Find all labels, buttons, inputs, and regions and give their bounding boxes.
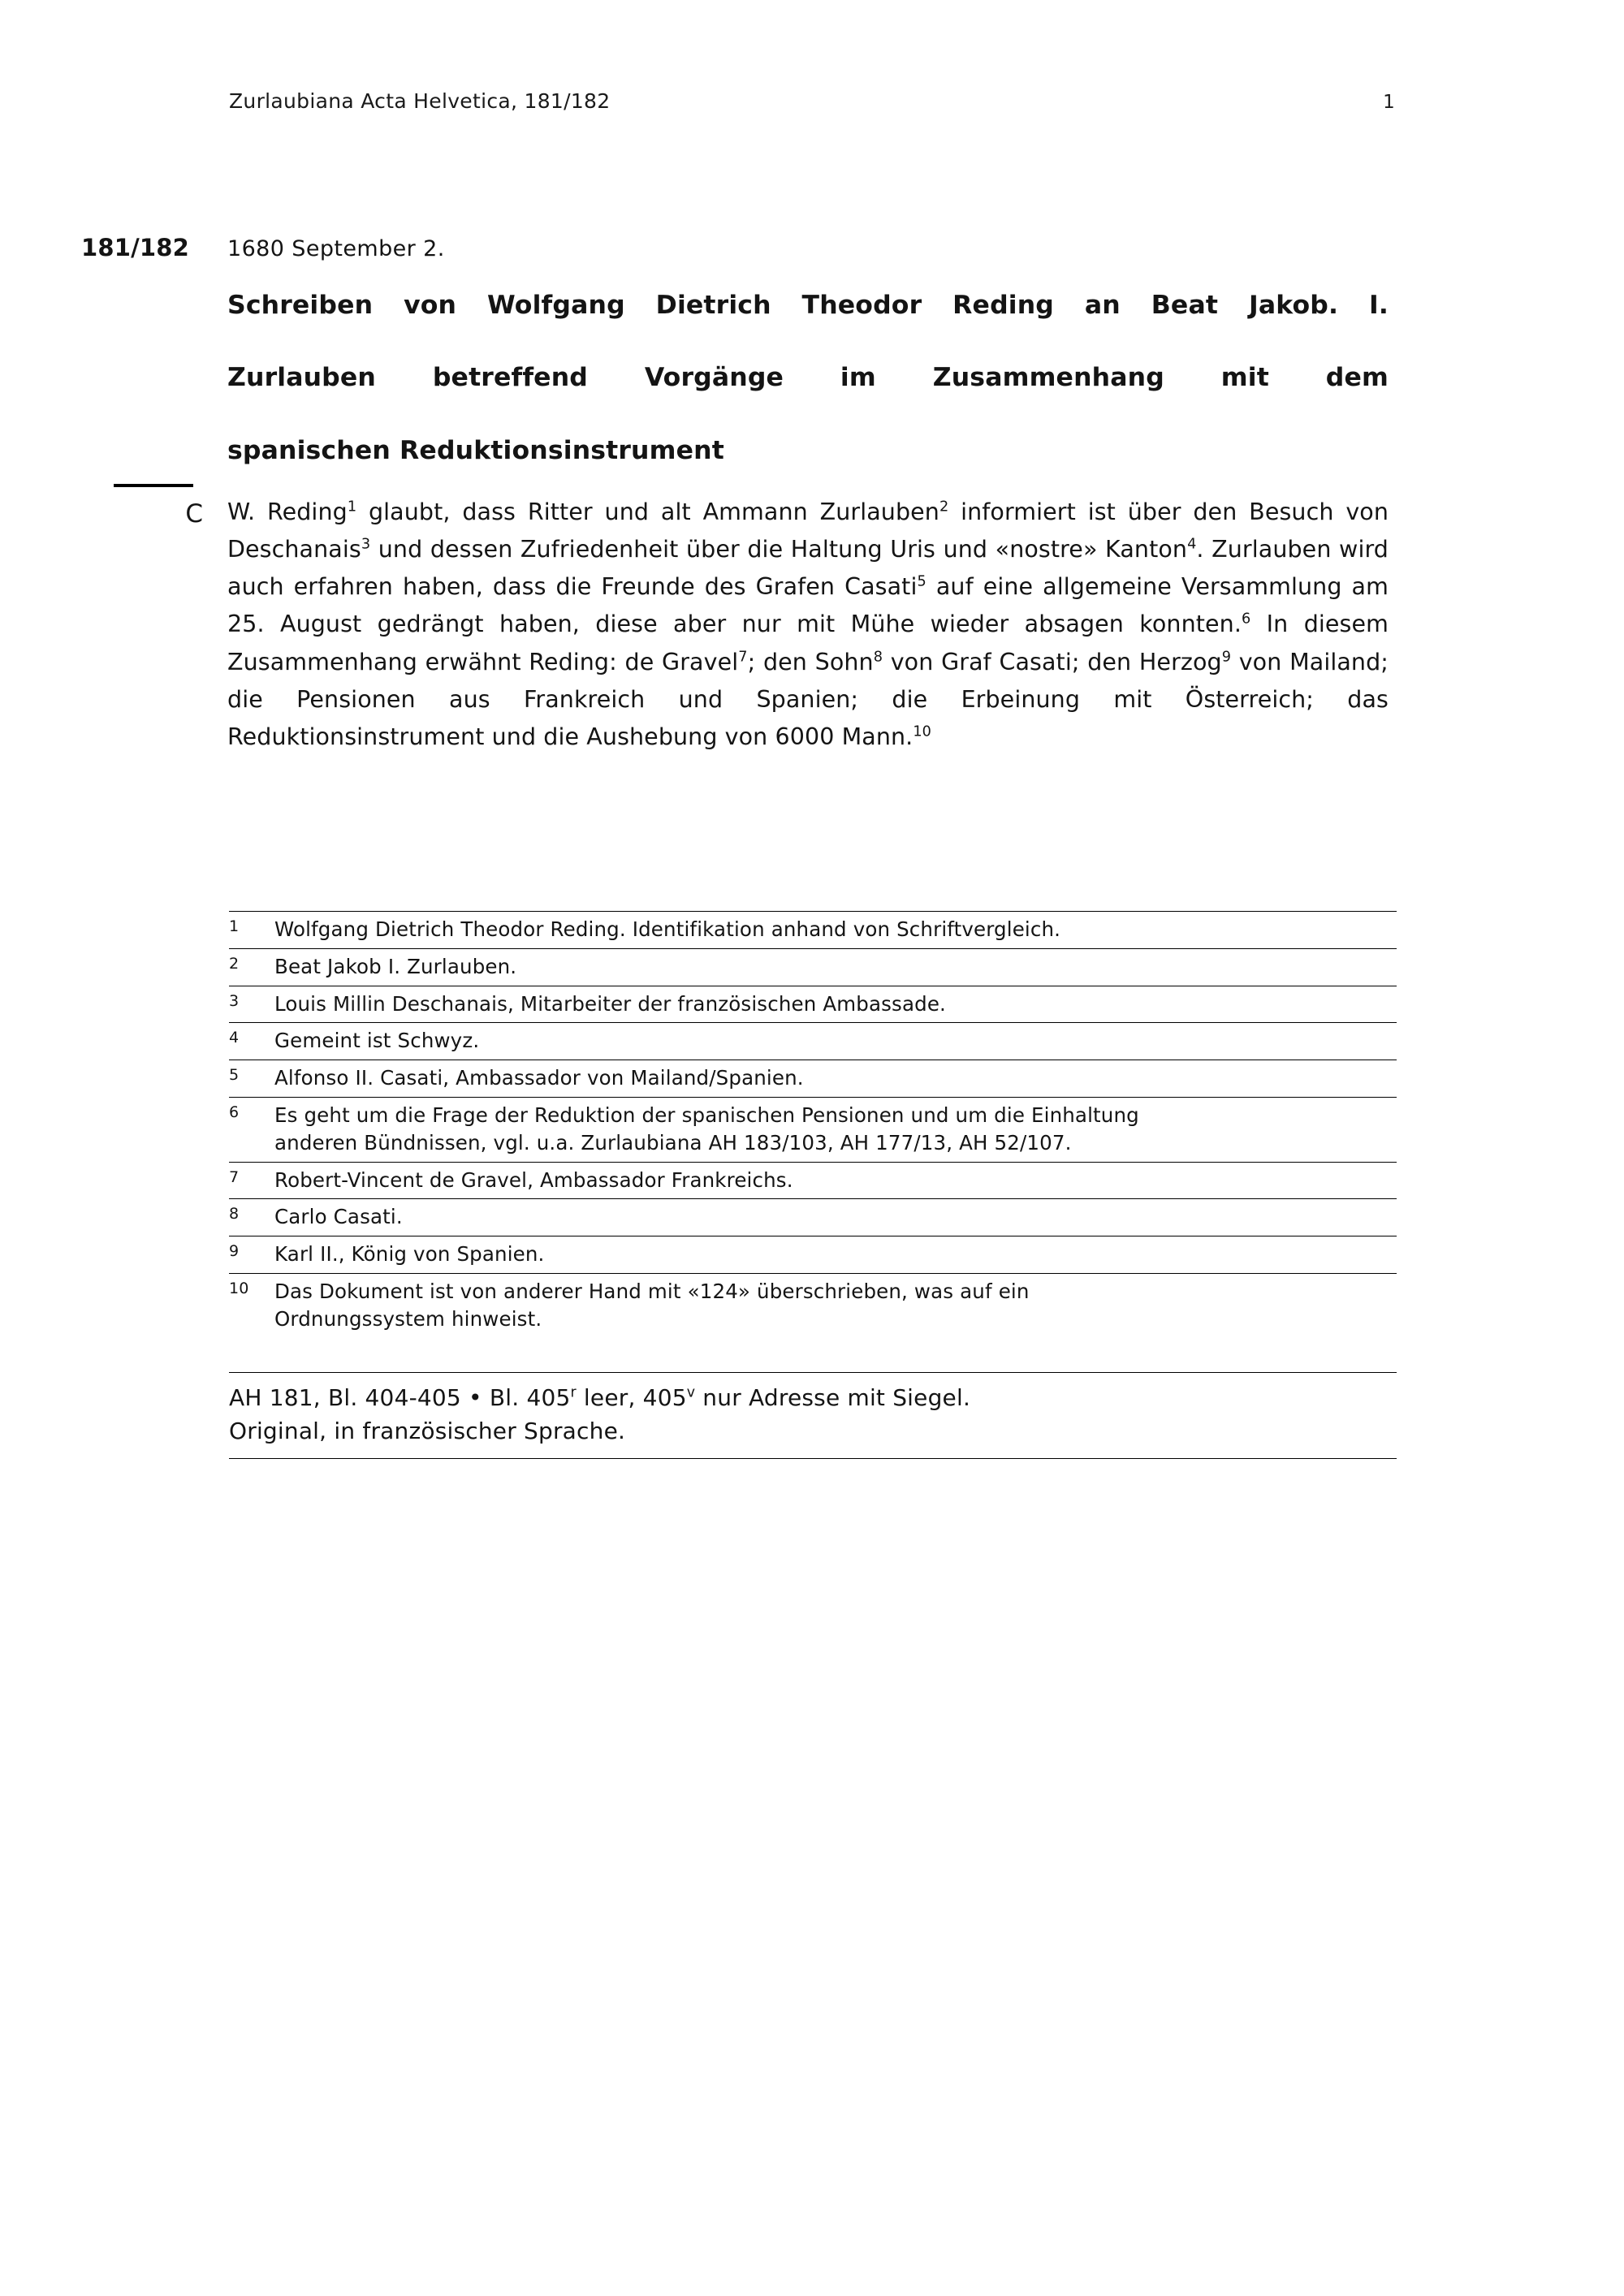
footnote-number: 8 <box>229 1205 240 1224</box>
footnote-item <box>229 1022 1397 1060</box>
document-number-line <box>81 234 1397 261</box>
footnote-item <box>229 911 1397 948</box>
footnote-item <box>229 1273 1397 1338</box>
footnote-list <box>229 911 1397 1338</box>
footnote-item <box>229 1162 1397 1199</box>
footnote-item <box>229 1236 1397 1273</box>
footnote-text <box>274 1203 403 1231</box>
footnote-text-line-1: Louis Millin Deschanais, Mitarbeiter der französischen Ambassade. <box>274 991 946 1016</box>
regest-part-9: von Graf Casati; den Herzog <box>883 648 1222 675</box>
footnote-text <box>274 1167 793 1194</box>
footnote-number: 9 <box>229 1242 240 1261</box>
source-line-1-part-c: nur Adresse mit Siegel. <box>695 1384 971 1411</box>
source-superscript-recto: r <box>570 1384 577 1401</box>
footnote-text <box>274 1278 1030 1333</box>
footnote-number: 3 <box>229 991 240 1010</box>
footnote-ref-1[interactable]: 1 <box>347 498 357 516</box>
regest-part-1: W. Reding <box>227 498 348 525</box>
regest-part-2: glaubt, dass Ritter und alt Ammann Zurlauben <box>356 498 939 525</box>
footnote-text-line-2: anderen Bündnissen, vgl. u.a. Zurlaubiana AH 183/103, AH 177/13, AH 52/107. <box>274 1130 1072 1154</box>
footnote-number: 10 <box>229 1279 249 1297</box>
document-title-line-2: Zurlauben betreffend Vorgänge im Zusammenhang mit dem <box>227 363 1389 393</box>
page-number: 1 <box>1383 92 1395 113</box>
source-superscript-verso: v <box>686 1384 696 1401</box>
regest-divider-rule <box>114 484 193 487</box>
footnote-ref-2[interactable]: 2 <box>939 498 949 516</box>
footnote-ref-6[interactable]: 6 <box>1241 611 1251 628</box>
footnote-item <box>229 1060 1397 1097</box>
source-reference-block <box>229 1372 1397 1459</box>
source-line-1 <box>229 1381 1397 1414</box>
footnote-text-line-1: Beat Jakob I. Zurlauben. <box>274 954 517 978</box>
document-date: 1680 September 2. <box>227 236 445 261</box>
footnote-number: 1 <box>229 917 240 935</box>
source-line-2: Original, in französischer Sprache. <box>229 1418 626 1445</box>
running-header <box>229 89 1395 113</box>
footnote-ref-9[interactable]: 9 <box>1221 649 1232 666</box>
footnote-item <box>229 948 1397 986</box>
footnote-text-line-1: Das Dokument ist von anderer Hand mit «124» überschrieben, was auf ein <box>274 1279 1030 1303</box>
document-title-line-3: spanischen Reduktionsinstrument <box>227 435 724 465</box>
regest-marker: C <box>185 499 203 529</box>
footnote-text-line-1: Alfonso II. Casati, Ambassador von Mailand/Spanien. <box>274 1066 804 1090</box>
footnote-text <box>274 1064 804 1092</box>
footnote-text-line-2: Ordnungssystem hinweist. <box>274 1306 542 1331</box>
footnote-ref-8[interactable]: 8 <box>873 649 883 666</box>
footnote-text-line-1: Karl II., König von Spanien. <box>274 1242 545 1267</box>
regest-part-7: In diesem Zusammenhang erwähnt Reding: de Gravel <box>227 611 1389 675</box>
regest-part-10: von Mailand; die Pensionen aus Frankreich und Spanien; die Erbeinung mit Österreich; das Reduktionsinstrument und die Aushebung von 6000 Mann. <box>227 648 1389 750</box>
footnote-number: 4 <box>229 1029 240 1047</box>
regest-part-5: . Zurlauben wird auch erfahren haben, dass die Freunde des Grafen Casati <box>227 536 1389 601</box>
footnote-number: 2 <box>229 954 240 973</box>
footnote-ref-10[interactable]: 10 <box>913 723 932 740</box>
footnote-text <box>274 916 1060 943</box>
footnote-text-line-1: Carlo Casati. <box>274 1205 403 1229</box>
footnote-ref-3[interactable]: 3 <box>361 536 371 553</box>
footnote-text-line-1: Gemeint ist Schwyz. <box>274 1029 480 1053</box>
regest-block <box>81 494 1397 756</box>
regest-text <box>227 494 1389 756</box>
footnote-ref-5[interactable]: 5 <box>917 573 926 590</box>
footnote-number: 6 <box>229 1103 240 1121</box>
source-line-1-part-b: leer, 405 <box>576 1384 687 1411</box>
document-title-line-1: Schreiben von Wolfgang Dietrich Theodor Reding an Beat Jakob. I. <box>227 291 1389 320</box>
footnote-item <box>229 986 1397 1023</box>
footnote-text <box>274 1027 479 1055</box>
running-title: Zurlaubiana Acta Helvetica, 181/182 <box>229 89 611 113</box>
footnote-item <box>229 1097 1397 1162</box>
source-line-1-part-a: AH 181, Bl. 404-405 • Bl. 405 <box>229 1384 571 1411</box>
regest-part-3: informiert ist über den Besuch von Deschanais <box>227 498 1389 563</box>
footnote-text <box>274 1102 1139 1157</box>
footnote-number: 7 <box>229 1167 240 1186</box>
footnote-number: 5 <box>229 1066 240 1085</box>
regest-part-6: auf eine allgemeine Versammlung am 25. August gedrängt haben, diese aber nur mit Mühe wieder absagen konnten. <box>227 573 1389 638</box>
footnote-text <box>274 1241 545 1268</box>
footnote-ref-4[interactable]: 4 <box>1187 536 1197 553</box>
document-title <box>227 287 1389 469</box>
document-number: 181/182 <box>81 234 190 261</box>
footnote-text-line-1: Wolfgang Dietrich Theodor Reding. Identifikation anhand von Schriftvergleich. <box>274 917 1061 941</box>
footnote-text-line-1: Es geht um die Frage der Reduktion der spanischen Pensionen und um die Einhaltung <box>274 1103 1139 1127</box>
document-head <box>81 234 1397 469</box>
footnote-text-line-1: Robert-Vincent de Gravel, Ambassador Frankreichs. <box>274 1167 793 1192</box>
regest-part-4: und dessen Zufriedenheit über die Haltung Uris und «nostre» Kanton <box>370 536 1188 563</box>
footnote-text <box>274 990 946 1018</box>
regest-part-8: ; den Sohn <box>747 648 874 675</box>
footnote-text <box>274 953 516 981</box>
footnote-ref-7[interactable]: 7 <box>738 649 748 666</box>
footnote-item <box>229 1198 1397 1236</box>
